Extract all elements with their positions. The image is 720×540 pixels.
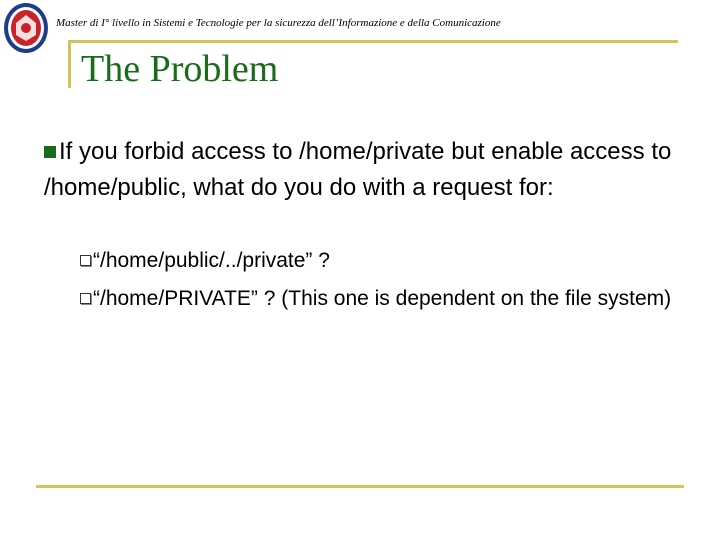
bottom-rule: [36, 485, 684, 488]
filled-square-bullet-icon: [44, 146, 56, 158]
main-bullet: [44, 134, 694, 206]
header-text: Master di I° livello in Sistemi e Tecnologie per la sicurezza dell’Informazione e della Comunicazione: [56, 17, 501, 29]
university-seal-icon: [2, 1, 50, 55]
title-rule-left: [68, 40, 71, 88]
hollow-square-bullet-icon: [80, 293, 91, 304]
sub-bullet-2: [80, 283, 700, 315]
hollow-square-bullet-icon: [80, 255, 91, 266]
slide-title: The Problem: [81, 48, 279, 90]
sub-bullet-text: “/home/public/../private” ?: [93, 249, 330, 272]
main-bullet-text: If you forbid access to /home/private but enable access to /home/public, what do you do with a request for:: [44, 138, 672, 201]
sub-bullet-text: “/home/PRIVATE” ? (This one is dependent on the file system): [93, 287, 672, 310]
sub-bullet-1: [80, 245, 700, 277]
title-rule-top: [68, 40, 678, 43]
